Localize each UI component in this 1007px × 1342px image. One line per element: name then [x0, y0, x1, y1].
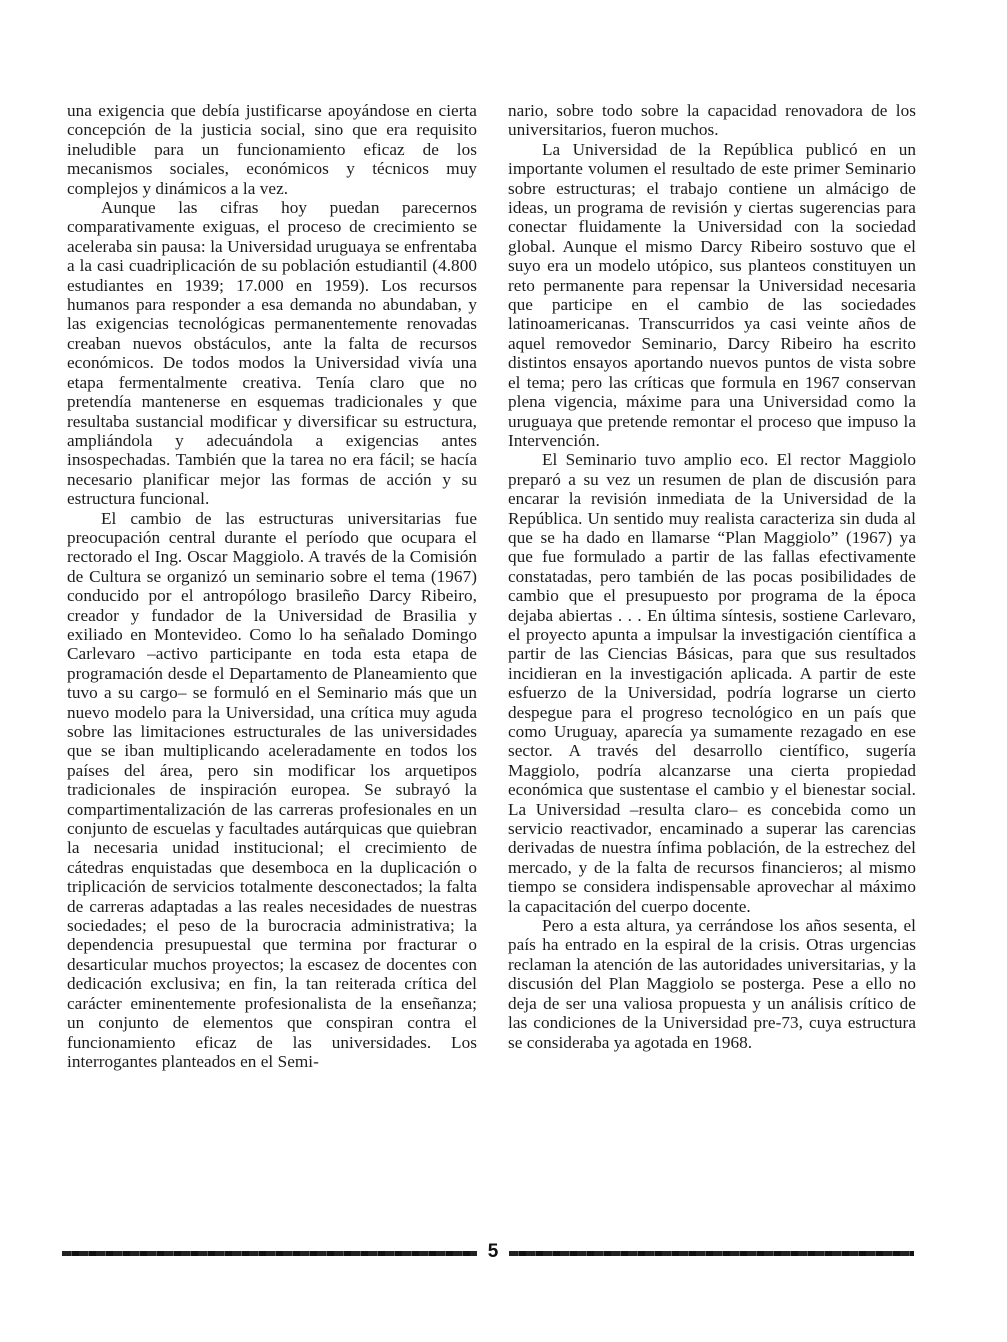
page-number: 5	[487, 1241, 499, 1262]
left-text-column	[67, 101, 477, 1071]
body-paragraph: El Seminario tuvo amplio eco. El rector Maggiolo preparó a su vez un resumen de plan de discusión para encarar la revisión inmediata de la Universidad de la República. Un sentido muy realista caracteriza sin duda al que se ha dado en llamarse “Plan Maggiolo” (1967) ya que fue formulado a partir de las fallas efectivamente constatadas, pero también de las pocas posibilidades de cambio que el presupuesto por programa de la época dejaba abiertas . . . En última síntesis, sostiene Carlevaro, el proyecto apunta a impulsar la investigación científica a partir de las Ciencias Básicas, para que sus resultados incidieran en la investigación aplicada. A partir de este esfuerzo de la Universidad, podría lograrse un cierto despegue para el progreso tecnológico en un país que como Uruguay, aparecía ya sumamente rezagado en ese sector. A través del desarrollo científico, sugería Maggiolo, podría alcanzarse una cierta propiedad económica que sustentase el cambio y el bienestar social. La Universidad –resulta claro– es concebida como un servicio reactivador, encaminado a superar las carencias derivadas de nuestra ínfima población, de la estrechez del mercado, y de la falta de recursos financieros; al mismo tiempo se considera indispensable aprovechar al máximo la capacitación del cuerpo docente.	[508, 450, 916, 916]
body-paragraph: La Universidad de la República publicó en un importante volumen el resultado de este primer Seminario sobre estructuras; el trabajo contiene un almácigo de ideas, un programa de revisión y ciertas sugerencias para conectar fluidamente la Universidad con la sociedad global. Aunque el mismo Darcy Ribeiro sostuvo que el suyo era un modelo utópico, sus planteos constituyen un reto permanente para repensar la Universidad necesaria que participe en el cambio de las sociedades latinoamericanas. Transcurridos ya casi veinte años de aquel removedor Seminario, Darcy Ribeiro ha escrito distintos ensayos aportando nuevos puntos de vista sobre el tema; pero las críticas que formula en 1967 conservan plena vigencia, máxime para una Universidad como la uruguaya que pretende remontar el proceso que impuso la Intervención.	[508, 139, 916, 450]
body-paragraph: El cambio de las estructuras universitarias fue preocupación central durante el período que ocupara el rectorado el Ing. Oscar Maggiolo. A través de la Comisión de Cultura se organizó un seminario sobre el tema (1967) conducido por el antropólogo brasileño Darcy Ribeiro, creador y fundador de la Universidad de Brasilia y exiliado en Montevideo. Como lo ha señalado Domingo Carlevaro –activo participante en toda esta etapa de programación desde el Departamento de Planeamiento que tuvo a su cargo– se formuló en el Seminario más que un nuevo modelo para la Universidad, una crítica muy aguda sobre las limitaciones estructurales de las universidades que se iban multiplicando aceleradamente en todos los países del área, pero sin modificar los arquetipos tradicionales de inspiración europea. Se subrayó la compartimentalización de las carreras profesionales en un conjunto de escuelas y facultades autárquicas que quiebran la necesaria unidad institucional; el crecimiento de cátedras enquistadas que desemboca en la duplicación o triplicación de servicios totalmente desconectados; la falta de carreras adaptadas a las reales necesidades de nuestras sociedades; el peso de la burocracia administrativa; la dependencia presupuestal que termina por fracturar o desarticular muchos proyectos; la escasez de docentes con dedicación exclusiva; en fin, la tan reiterada crítica del carácter eminentemente profesionalista de la enseñanza; un conjunto de elementos que conspiran contra el funcionamiento eficaz de las universidades. Los interrogantes planteados en el Semi-	[67, 508, 477, 1071]
footer-rule-left	[62, 1251, 477, 1256]
body-paragraph: nario, sobre todo sobre la capacidad renovadora de los universitarios, fueron muchos.	[508, 101, 916, 140]
body-paragraph: Aunque las cifras hoy puedan parecernos comparativamente exiguas, el proceso de crecimiento se aceleraba sin pausa: la Universidad uruguaya se enfrentaba a la casi cuadriplicación de su población estudiantil (4.800 estudiantes en 1939; 17.000 en 1959). Los recursos humanos para responder a esa demanda no abundaban, y las exigencias tecnológicas permanentemente renovadas creaban nuevos obstáculos, ante la falta de recursos económicos. De todos modos la Universidad vivía una etapa fermentalmente creativa. Tenía claro que no pretendía mantenerse en esquemas tradicionales y que resultaba sustancial modificar y diversificar su estructura, ampliándola y adecuándola a exigencias antes insospechadas. También que la tarea no era fácil; se hacía necesario planificar mejor las formas de acción y su estructura funcional.	[67, 198, 477, 509]
right-text-column	[508, 101, 916, 1052]
footer-rule-right	[509, 1251, 914, 1256]
body-paragraph: Pero a esta altura, ya cerrándose los años sesenta, el país ha entrado en la espiral de la crisis. Otras urgencias reclaman la atención de las autoridades universitarias, y la discusión del Plan Maggiolo se posterga. Pese a ello no deja de ser una valiosa propuesta y un análisis crítico de las condiciones de la Universidad pre-73, cuya estructura se consideraba ya agotada en 1968.	[508, 916, 916, 1052]
body-paragraph: una exigencia que debía justificarse apoyándose en cierta concepción de la justicia social, sino que era requisito ineludible para un funcionamiento eficaz de los mecanismos sociales, económicos y técnicos muy complejos y dinámicos a la vez.	[67, 101, 477, 198]
